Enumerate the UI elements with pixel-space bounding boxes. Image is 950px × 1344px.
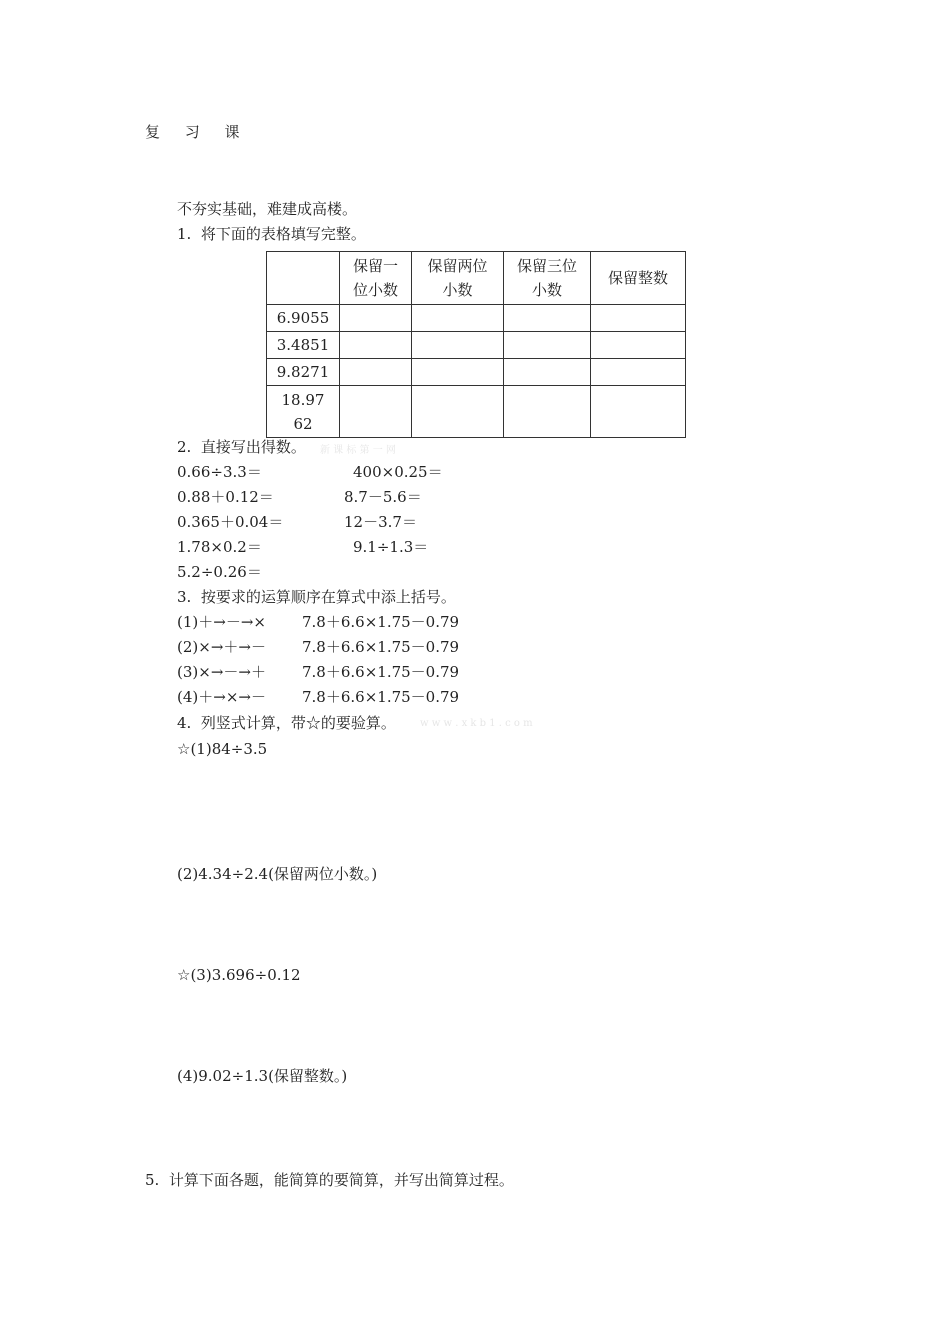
- table-row: [267, 332, 686, 359]
- q2-item: 5.2÷0.26＝: [177, 563, 262, 581]
- q2-item: 12－3.7＝: [344, 513, 417, 531]
- q2-item: 0.66÷3.3＝: [177, 463, 262, 481]
- row-label: 3.4851: [267, 332, 340, 359]
- q2-item: 9.1÷1.3＝: [353, 538, 429, 556]
- q4-item: (2)4.34÷2.4(保留两位小数。): [177, 865, 378, 883]
- answer-cell[interactable]: [412, 386, 504, 438]
- row-label: 9.8271: [267, 359, 340, 386]
- table-header-row: [267, 252, 686, 305]
- q3-order: (2)×→＋→－: [177, 638, 266, 656]
- q2-prompt: 2. 直接写出得数。: [177, 438, 306, 456]
- q4-item: ☆(3)3.696÷0.12: [177, 966, 301, 984]
- page-title: 复 习 课: [145, 123, 250, 141]
- table-row: [267, 386, 686, 438]
- answer-cell[interactable]: [412, 305, 504, 332]
- answer-cell[interactable]: [412, 332, 504, 359]
- q2-item: 0.88＋0.12＝: [177, 488, 274, 506]
- answer-cell[interactable]: [412, 359, 504, 386]
- watermark-text: w w w . x k b 1 . c o m: [420, 718, 533, 729]
- q3-prompt: 3. 按要求的运算顺序在算式中添上括号。: [177, 588, 456, 606]
- header-cell-two-decimals: 保留两位小数: [412, 252, 504, 305]
- q2-item: 0.365＋0.04＝: [177, 513, 284, 531]
- q2-item: 400×0.25＝: [353, 463, 443, 481]
- rounding-table: [266, 251, 686, 438]
- q3-order: (4)＋→×→－: [177, 688, 266, 706]
- header-cell-one-decimal: 保留一位小数: [340, 252, 412, 305]
- q2-item: 8.7－5.6＝: [344, 488, 422, 506]
- row-label: 18.9762: [267, 386, 340, 438]
- q3-expression: 7.8＋6.6×1.75－0.79: [302, 638, 460, 656]
- answer-cell[interactable]: [504, 305, 591, 332]
- q3-order: (1)＋→－→×: [177, 613, 266, 631]
- answer-cell[interactable]: [591, 305, 686, 332]
- answer-cell[interactable]: [504, 386, 591, 438]
- answer-cell[interactable]: [340, 332, 412, 359]
- header-cell-three-decimals: 保留三位小数: [504, 252, 591, 305]
- q4-prompt: 4. 列竖式计算，带☆的要验算。: [177, 714, 396, 732]
- q3-order: (3)×→－→＋: [177, 663, 266, 681]
- q1-prompt: 1. 将下面的表格填写完整。: [177, 225, 366, 243]
- motto: 不夯实基础，难建成高楼。: [177, 200, 358, 218]
- table-row: [267, 359, 686, 386]
- q4-item: (4)9.02÷1.3(保留整数。): [177, 1067, 348, 1085]
- table-row: [267, 305, 686, 332]
- answer-cell[interactable]: [591, 332, 686, 359]
- header-cell-empty: [267, 252, 340, 305]
- q3-expression: 7.8＋6.6×1.75－0.79: [302, 688, 460, 706]
- answer-cell[interactable]: [591, 359, 686, 386]
- q2-item: 1.78×0.2＝: [177, 538, 262, 556]
- answer-cell[interactable]: [340, 359, 412, 386]
- answer-cell[interactable]: [504, 359, 591, 386]
- header-cell-integer: 保留整数: [591, 252, 686, 305]
- q4-item: ☆(1)84÷3.5: [177, 740, 268, 758]
- row-label: 6.9055: [267, 305, 340, 332]
- q5-prompt: 5. 计算下面各题，能简算的要简算，并写出简算过程。: [145, 1171, 514, 1189]
- q3-expression: 7.8＋6.6×1.75－0.79: [302, 613, 460, 631]
- answer-cell[interactable]: [591, 386, 686, 438]
- q3-expression: 7.8＋6.6×1.75－0.79: [302, 663, 460, 681]
- answer-cell[interactable]: [340, 305, 412, 332]
- answer-cell[interactable]: [340, 386, 412, 438]
- watermark-text: 新 课 标 第 一 网: [320, 445, 396, 456]
- answer-cell[interactable]: [504, 332, 591, 359]
